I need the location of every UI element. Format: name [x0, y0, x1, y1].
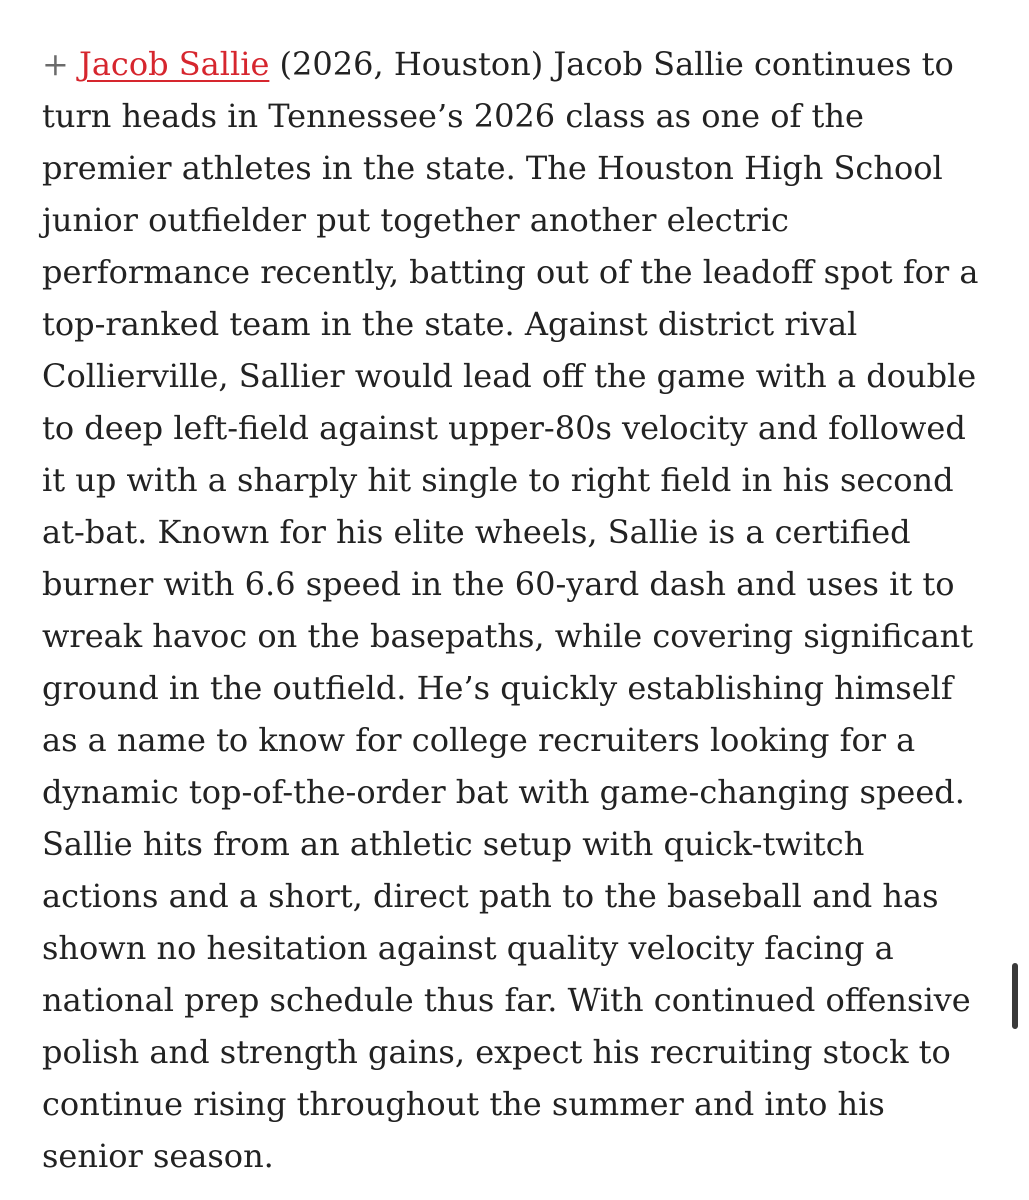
paragraph-line-text: (2026, Houston) Jacob Sallie continues to — [269, 45, 954, 83]
paragraph-line: wreak havoc on the basepaths, while covering significant — [42, 617, 974, 655]
paragraph-line: actions and a short, direct path to the baseball and has — [42, 877, 939, 915]
article-paragraph — [42, 38, 992, 1182]
paragraph-line: burner with 6.6 speed in the 60-yard dash and uses it to — [42, 565, 955, 603]
paragraph-line: at-bat. Known for his elite wheels, Sallie is a certified — [42, 513, 911, 551]
paragraph-line — [42, 38, 992, 90]
paragraph-line: top-ranked team in the state. Against district rival — [42, 305, 858, 343]
paragraph-line: as a name to know for college recruiters looking for a — [42, 721, 916, 759]
paragraph-line: turn heads in Tennessee’s 2026 class as one of the — [42, 97, 864, 135]
player-name-link[interactable]: Jacob Sallie — [78, 45, 270, 83]
paragraph-line: Collierville, Sallier would lead off the game with a double — [42, 357, 977, 395]
paragraph-line: senior season. — [42, 1137, 274, 1175]
paragraph-line: ground in the outfield. He’s quickly establishing himself — [42, 669, 953, 707]
paragraph-line: to deep left-field against upper-80s velocity and followed — [42, 409, 966, 447]
paragraph-line: national prep schedule thus far. With continued offensive — [42, 981, 971, 1019]
paragraph-line: shown no hesitation against quality velocity facing a — [42, 929, 894, 967]
paragraph-line: polish and strength gains, expect his recruiting stock to — [42, 1033, 951, 1071]
list-prefix: + — [42, 45, 79, 83]
paragraph-line: dynamic top-of-the-order bat with game-changing speed. — [42, 773, 965, 811]
paragraph-line: continue rising throughout the summer and into his — [42, 1085, 885, 1123]
paragraph-line: premier athletes in the state. The Houston High School — [42, 149, 943, 187]
paragraph-line: Sallie hits from an athletic setup with quick-twitch — [42, 825, 865, 863]
scrollbar-thumb[interactable] — [1012, 963, 1018, 1029]
paragraph-line: junior outfielder put together another electric — [42, 201, 789, 239]
paragraph-line: performance recently, batting out of the leadoff spot for a — [42, 253, 979, 291]
paragraph-line: it up with a sharply hit single to right field in his second — [42, 461, 954, 499]
